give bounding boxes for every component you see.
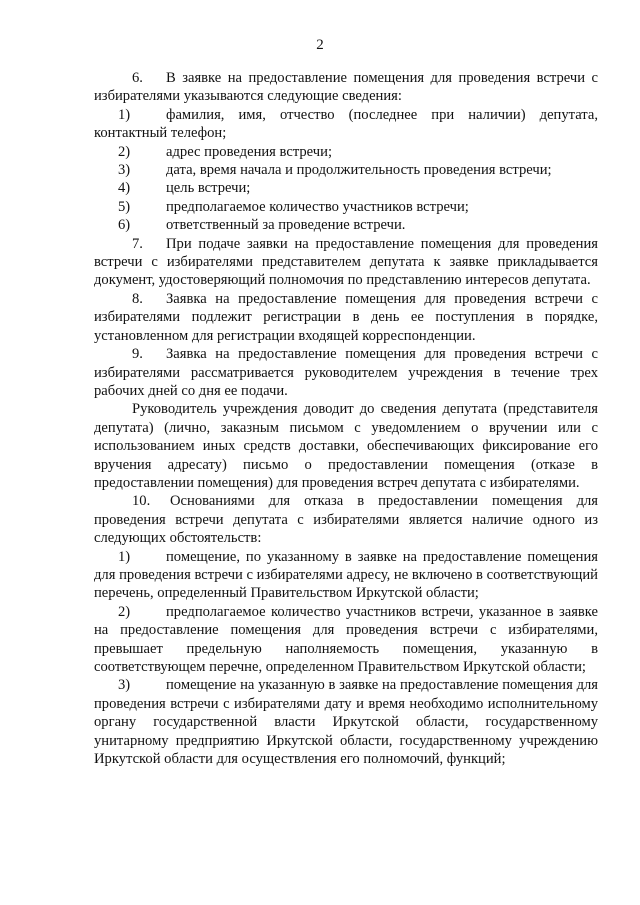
item-number: 3) bbox=[118, 162, 131, 179]
list-item bbox=[94, 216, 598, 234]
document-body bbox=[94, 69, 598, 768]
item-number: 1) bbox=[118, 106, 131, 123]
list-item bbox=[94, 676, 598, 768]
item-number: 9. bbox=[132, 346, 143, 363]
paragraph-text: Основаниями для отказа в предоставлении помещения для проведения встречи депутата с избирателями является наличие одного из следующих обстоятельств: bbox=[94, 493, 598, 547]
paragraph bbox=[94, 69, 598, 106]
paragraph-text: Заявка на предоставление помещения для проведения встречи с избирателями рассматривается руководителем учреждения в течение трех рабочих дней со дня ее подачи. bbox=[94, 346, 598, 399]
paragraph-text: ответственный за проведение встречи. bbox=[166, 217, 406, 234]
list-item bbox=[94, 106, 598, 143]
item-number: 8. bbox=[132, 290, 143, 307]
paragraph bbox=[94, 400, 598, 492]
item-number: 5) bbox=[118, 198, 131, 215]
list-item bbox=[94, 603, 598, 677]
list-item bbox=[94, 179, 598, 197]
item-number: 1) bbox=[118, 548, 131, 565]
item-number: 6. bbox=[132, 70, 143, 86]
paragraph-text: дата, время начала и продолжительность проведения встречи; bbox=[166, 162, 552, 179]
paragraph bbox=[94, 290, 598, 345]
paragraph-text: предполагаемое количество участников встречи, указанное в заявке на предоставление помещения для проведения встречи с избирателями, превышает предельную наполняемость помещения, указанную в соответствующем перечне, определенном Правительством Иркутской области; bbox=[94, 603, 598, 675]
item-number: 10. bbox=[132, 493, 151, 510]
list-item bbox=[94, 548, 598, 603]
paragraph-text: Руководитель учреждения доводит до сведения депутата (представителя депутата) (лично, заказным письмом с уведомлением о вручении или с использованием иных средств доставки, обеспечивающих фиксирование его вручения адресату) письмо о предоставлении помещения (отказе в предоставлении помещения) для проведения встреч депутата с избирателями. bbox=[94, 401, 598, 491]
list-item bbox=[94, 143, 598, 161]
paragraph-text: В заявке на предоставление помещения для проведения встречи с избирателями указываются следующие сведения: bbox=[94, 70, 598, 105]
list-item bbox=[94, 198, 598, 216]
paragraph bbox=[94, 235, 598, 290]
paragraph-text: помещение, по указанному в заявке на предоставление помещения для проведения встречи с избирателями адресу, не включено в соответствующий перечень, определенный Правительством Иркутской области; bbox=[94, 548, 598, 602]
item-number: 4) bbox=[118, 180, 131, 197]
item-number: 2) bbox=[118, 143, 131, 160]
paragraph-text: цель встречи; bbox=[166, 180, 251, 197]
list-item bbox=[94, 161, 598, 179]
paragraph-text: предполагаемое количество участников встречи; bbox=[166, 198, 469, 215]
paragraph bbox=[94, 345, 598, 400]
paragraph-text: помещение на указанную в заявке на предоставление помещения для проведения встречи с избирателями дату и время необходимо исполнительному органу государственной власти Иркутской области, государственному унитарному предприятию Иркутской области, государственному учреждению Иркутской области для осуществления его полномочий, функций; bbox=[94, 677, 598, 768]
paragraph bbox=[94, 492, 598, 547]
paragraph-text: фамилия, имя, отчество (последнее при наличии) депутата, контактный телефон; bbox=[94, 106, 598, 142]
item-number: 6) bbox=[118, 217, 131, 234]
paragraph-text: Заявка на предоставление помещения для проведения встречи с избирателями подлежит регистрации в день ее поступления в порядке, установленном для регистрации входящей корреспонденции. bbox=[94, 290, 598, 344]
paragraph-text: адрес проведения встречи; bbox=[166, 143, 332, 160]
item-number: 3) bbox=[118, 677, 131, 694]
page-number: 2 bbox=[316, 37, 324, 53]
item-number: 7. bbox=[132, 235, 143, 252]
paragraph-text: При подаче заявки на предоставление помещения для проведения встречи с избирателями представителем депутата к заявке прикладывается документ, удостоверяющий полномочия по представлению интересов депутата. bbox=[94, 235, 598, 289]
item-number: 2) bbox=[118, 603, 131, 620]
